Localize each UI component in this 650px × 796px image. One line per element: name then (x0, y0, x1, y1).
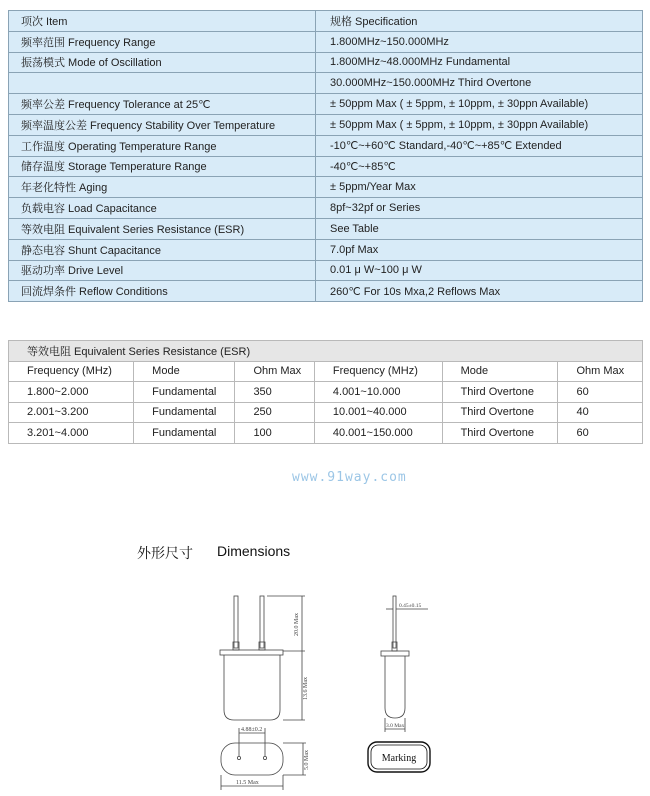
side-view (381, 596, 428, 732)
spec-value: See Table (316, 218, 643, 239)
side-lead (393, 596, 396, 648)
spec-value: ± 50ppm Max ( ± 5ppm, ± 10ppm, ± 30ppn Available) (316, 94, 643, 115)
spec-value: ± 50ppm Max ( ± 5ppm, ± 10ppm, ± 30ppn Available) (316, 114, 643, 135)
spec-item: 频率公差 Frequency Tolerance at 25℃ (9, 94, 316, 115)
esr-cell: 40.001~150.000 (314, 423, 442, 444)
spec-item: 负载电容 Load Capacitance (9, 198, 316, 219)
esr-cell: Third Overtone (442, 402, 558, 423)
esr-cell: 350 (235, 382, 314, 403)
dimensions-title-en: Dimensions (217, 543, 291, 559)
spec-value: 7.0pf Max (316, 239, 643, 260)
esr-cell: 40 (558, 402, 643, 423)
spec-item: 储存温度 Storage Temperature Range (9, 156, 316, 177)
spec-value: ± 5ppm/Year Max (316, 177, 643, 198)
body-height-label: 13.6 Max (303, 677, 309, 700)
marking-box (368, 742, 430, 772)
spec-item: 频率温度公差 Frequency Stability Over Temperature (9, 114, 316, 135)
body-width-label: 11.5 Max (236, 780, 259, 786)
esr-cell: 3.201~4.000 (9, 423, 134, 444)
marking-label: Marking (381, 753, 417, 764)
esr-cell: Third Overtone (442, 382, 558, 403)
esr-column-header: Mode (134, 361, 235, 382)
esr-cell: Fundamental (134, 402, 235, 423)
esr-column-header: Frequency (MHz) (9, 361, 134, 382)
bottom-outline (221, 743, 283, 775)
esr-cell: 4.001~10.000 (314, 382, 442, 403)
esr-column-header: Frequency (MHz) (314, 361, 442, 382)
esr-cell: 100 (235, 423, 314, 444)
esr-cell: 2.001~3.200 (9, 402, 134, 423)
side-width-label: 3.0 Max (386, 723, 405, 729)
spec-item: 振荡模式 Mode of Oscillation (9, 52, 316, 73)
spec-value: 8pf~32pf or Series (316, 198, 643, 219)
lead-right (260, 596, 264, 648)
spec-item: 频率范围 Frequency Range (9, 31, 316, 52)
lead-diameter-label: 0.45±0.15 (399, 603, 422, 609)
spec-value: 30.000MHz~150.000MHz Third Overtone (316, 73, 643, 94)
esr-cell: 60 (558, 423, 643, 444)
spec-value: -40℃~+85℃ (316, 156, 643, 177)
lead-left (234, 596, 238, 648)
can-body (224, 655, 280, 720)
spec-value: 1.800MHz~150.000MHz (316, 31, 643, 52)
spec-item: 项次 Item (9, 11, 316, 32)
spec-value: 260℃ For 10s Mxa,2 Reflows Max (316, 281, 643, 302)
esr-cell: Fundamental (134, 423, 235, 444)
body-depth-label: 5.0 Max (304, 750, 310, 770)
dimensions-title-cn: 外形尺寸 (137, 545, 193, 561)
lead-hole (263, 756, 266, 759)
esr-cell: 1.800~2.000 (9, 382, 134, 403)
spec-value: 规格 Specification (316, 11, 643, 32)
esr-column-header: Ohm Max (235, 361, 314, 382)
esr-cell: 60 (558, 382, 643, 403)
esr-cell: 10.001~40.000 (314, 402, 442, 423)
spec-item: 年老化特性 Aging (9, 177, 316, 198)
esr-table-title: 等效电阻 Equivalent Series Resistance (ESR) (9, 341, 643, 362)
front-view (220, 596, 309, 720)
lead-length-label: 20.0 Max (294, 613, 300, 636)
spec-item: 回流焊条件 Reflow Conditions (9, 281, 316, 302)
bottom-view (221, 727, 310, 790)
esr-cell: Third Overtone (442, 423, 558, 444)
flange (220, 650, 283, 655)
esr-cell: Fundamental (134, 382, 235, 403)
esr-cell: 250 (235, 402, 314, 423)
watermark: www.91way.com (292, 470, 407, 485)
pitch-label: 4.88±0.2 (241, 727, 263, 733)
spec-item: 驱动功率 Drive Level (9, 260, 316, 281)
spec-value: 0.01 μ W~100 μ W (316, 260, 643, 281)
spec-item: 静态电容 Shunt Capacitance (9, 239, 316, 260)
side-flange (381, 651, 409, 656)
spec-item: 工作温度 Operating Temperature Range (9, 135, 316, 156)
esr-column-header: Ohm Max (558, 361, 643, 382)
spec-value: -10℃~+60℃ Standard,-40℃~+85℃ Extended (316, 135, 643, 156)
spec-value: 1.800MHz~48.000MHz Fundamental (316, 52, 643, 73)
spec-item: 等效电阻 Equivalent Series Resistance (ESR) (9, 218, 316, 239)
side-body (385, 656, 405, 718)
lead-hole (237, 756, 240, 759)
esr-column-header: Mode (442, 361, 558, 382)
